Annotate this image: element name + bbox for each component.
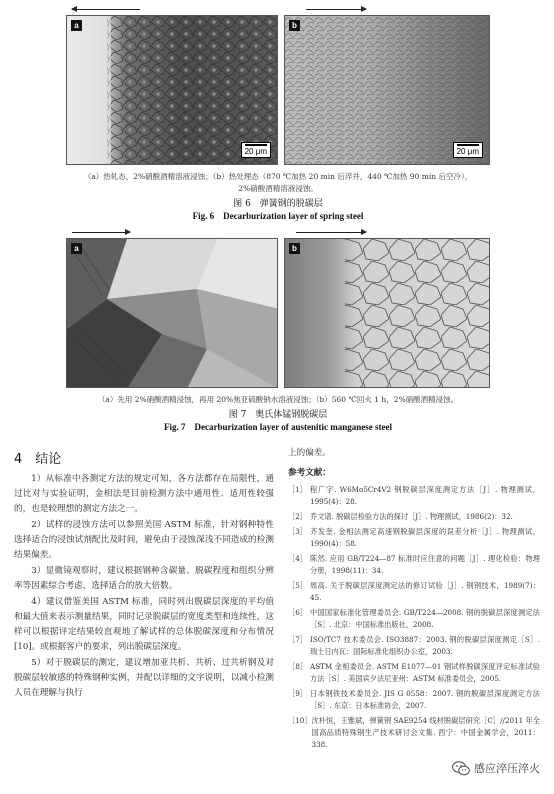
fig6-panel-b-tag: b: [289, 20, 300, 31]
reference-text: ISO/TC7 技术委员会. ISO3887：2003. 钢的脱碳层深度测定［S］. 瑞士日内瓦：国际标准化组织办公室，2003.: [310, 635, 540, 656]
reference-number: ［7］: [288, 635, 307, 644]
reference-text: 陈然. 应用 GB/T224—87 标准时应注意的问题［J］. 理化检验：物理分册，1998(11)：34.: [310, 554, 540, 575]
reference-number: ［5］: [288, 581, 307, 590]
reference-number: ［9］: [288, 689, 307, 698]
fig6-a-scale-bar: [241, 142, 271, 158]
reference-item: [288, 607, 540, 631]
reference-number: ［1］: [288, 485, 307, 494]
fig6-b-scale-bar: [453, 142, 483, 158]
fig6-arrow-a: [72, 9, 140, 10]
fig6-micrograph-b: [284, 15, 490, 165]
fig7-subcaption: （a）先用 2%硝酸酒精浸蚀，再用 20%焦亚硫酸钠水溶液浸蚀；（b）560 ℃回火 1 h，2%硝酸酒精浸蚀。: [97, 395, 459, 404]
conclusion-paragraph-3: 3）显微镜观察时，建议根据钢种含碳量、脱碳程度和组织分辨率等因素综合考虑，选择适合的放大倍数。: [14, 566, 274, 591]
reference-text: ASTM 金相委员会. ASTM E1077—01 钢试样脱碳深度评定标准试验方法［S］. 美国宾夕法尼亚州：ASTM 标准委员会，2005.: [310, 662, 540, 683]
reference-text: 中国国家标准化管理委员会. GB/T224—2008. 钢的脱碳层深度测定法［S］. 北京：中国标准出版社，2008.: [310, 608, 540, 629]
conclusion-paragraph-2: 2）试样的浸蚀方法可以参照美国 ASTM 标准，针对钢种特性选择适合的浸蚀试剂配比及时间，避免由于浸蚀深浅不同造成的检测结果偏差。: [14, 520, 274, 560]
reference-text: 乔文谱. 脱碳层检验方法的探讨［J］. 物理测试，1986(2)：32.: [310, 512, 513, 521]
reference-number: ［3］: [288, 527, 307, 536]
reference-text: 日本钢铁技术委员会. JIS G 0558：2007. 钢的脱碳层深度测定方法［S］. 东京：日本标准协会，2007.: [310, 689, 540, 710]
reference-item: [288, 526, 540, 550]
fig7-micrograph-b: [284, 238, 490, 388]
fig6-panel-a-tag: a: [71, 20, 82, 31]
watermark-text: 感应淬压淬火: [474, 762, 540, 775]
conclusions-body: [14, 472, 274, 701]
reference-item: [288, 484, 540, 508]
wechat-icon: [452, 761, 470, 776]
reference-number: ［8］: [288, 662, 307, 671]
reference-item: [288, 553, 540, 577]
reference-number: ［10］: [288, 716, 312, 725]
fig7-title-cn: 图 7 奥氏体锰钢脱碳层: [228, 410, 328, 420]
fig7-micrograph-a: [66, 238, 278, 388]
fig6-subcaption-line1: （a）热轧态，2%硝酸酒精溶液浸蚀；（b）热处理态（870 ℃加热 20 min 后淬并，440 ℃加热 90 min 后空冷），: [83, 172, 473, 181]
conclusion-paragraph-5: 5）对于脱碳层的测定，建议增加亚共析、共析、过共析钢及对脱碳层较敏感的特殊钢种实例，并配以详细的文字说明，以减小检测人员在理解与执行: [14, 658, 274, 698]
fig7-panel-a-tag: a: [71, 243, 82, 254]
conclusion-continuation: 上的偏差。: [288, 448, 331, 458]
reference-item: [288, 634, 540, 658]
fig6-title-en: Fig. 6 Decarburization layer of spring steel: [192, 211, 364, 221]
section-heading: 4 结论: [14, 452, 62, 467]
reference-number: ［4］: [288, 554, 307, 563]
fig6-arrow-b: [306, 9, 366, 10]
reference-item: [288, 580, 540, 604]
reference-text: 周高. 关于脱碳层深度测定法的修订试验［J］. 钢钢技术，1989(7)：45.: [310, 581, 540, 602]
fig6-subcaption-line2: 2%硝酸酒精溶液浸蚀。: [238, 184, 318, 193]
reference-text: 沈朴恒，王雅斌，弹簧钢 SAE9254 线材脱碳层研究［C］//2011 年全国高品质特殊钢生产技术研讨会文集. 西宁：中国金属学会，2011：338.: [311, 716, 540, 749]
references-list: [288, 484, 540, 754]
wechat-watermark: [452, 760, 540, 776]
fig7-b-texture: [285, 239, 490, 388]
reference-number: ［2］: [288, 512, 307, 521]
reference-item: [288, 661, 540, 685]
fig7-title-en: Fig. 7 Decarburization layer of austenitic manganese steel: [163, 422, 393, 432]
fig7-a-texture: [67, 239, 278, 388]
reference-text: 齐发奎. 金相法测定高速钢脱碳层深度的误差分析［J］. 物理测试，1990(4)：58.: [310, 527, 540, 548]
fig7-arrow-a: [72, 232, 130, 233]
reference-item: [288, 688, 540, 712]
fig6-micrograph-a: [66, 15, 278, 165]
fig6-title-cn: 图 6 弹簧钢的脱碳层: [233, 199, 323, 209]
fig7-panel-b-tag: b: [289, 243, 300, 254]
reference-number: ［6］: [288, 608, 307, 617]
fig6-a-scale-label: 20 μm: [244, 147, 267, 156]
reference-item: [288, 715, 540, 751]
fig7-arrow-b: [296, 232, 366, 233]
conclusion-paragraph-4: 4）建议借鉴美国 ASTM 标准，同时列出脱碳层深度的平均值和最大值来表示测量结果，同时记录脱碳层的宽度类型和连续性，这样可以根据评定结果较直观地了解试样的总体脱碳深度和分布情况[10]。或根据客户的要求，列出脱碳层深度。: [14, 597, 274, 652]
reference-item: [288, 511, 540, 523]
references-title: 参考文献：: [288, 468, 331, 478]
conclusion-paragraph-1: 1）从标准中各测定方法的规定可知，各方法都存在局限性，通过比对与实验证明，金相法是目前检测方法中通用性、适用性较强的，也是较理想的测定方法之一。: [14, 474, 274, 514]
reference-text: 程广字. W6Mo5Cr4V2 钢脱碳层深度测定方法［J］. 物理测试，1995(4)：28.: [310, 485, 540, 506]
fig6-b-scale-label: 20 μm: [456, 147, 479, 156]
